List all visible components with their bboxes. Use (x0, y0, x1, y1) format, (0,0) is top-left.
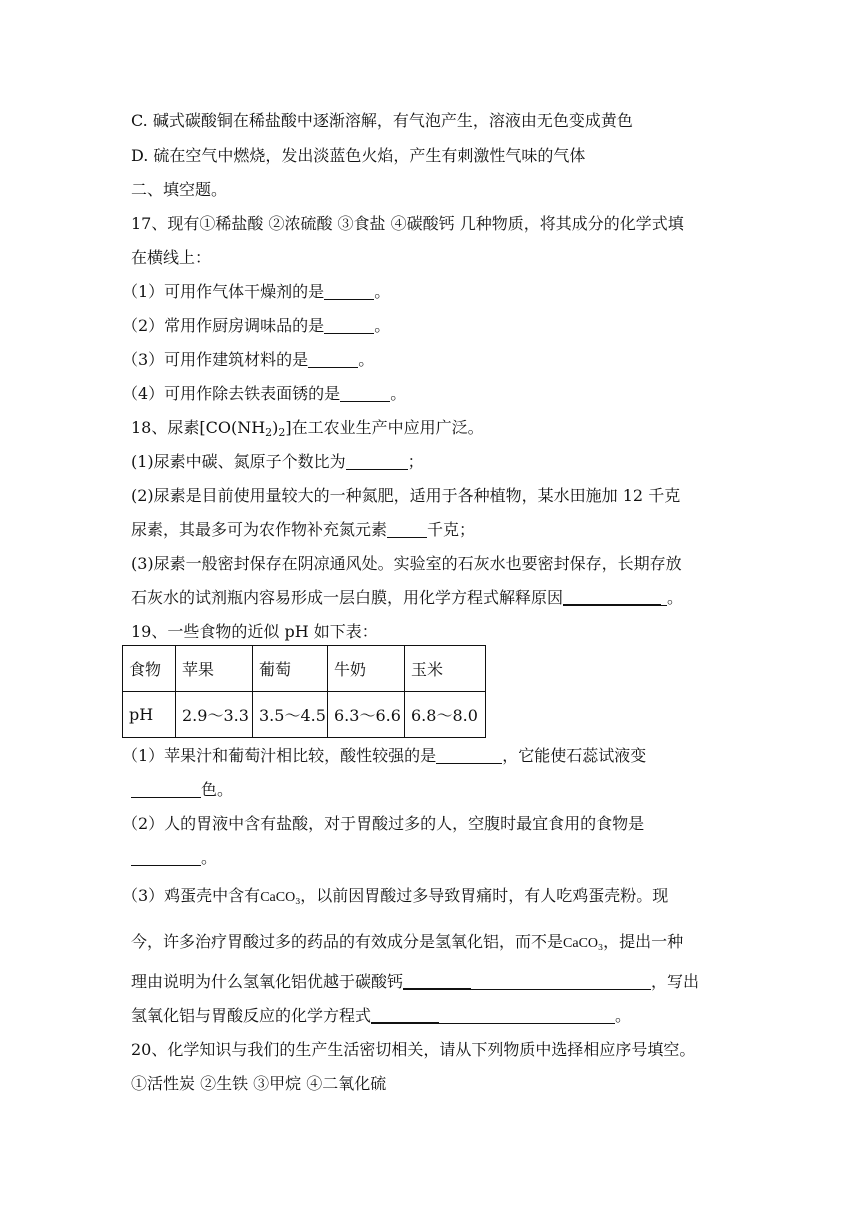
q19-part1-text: ，它能使石蕊试液变 (502, 746, 647, 765)
q19-part3-line2 (131, 932, 683, 958)
q19-part3-line1 (122, 886, 668, 912)
q18-part2-line1: (2)尿素是目前使用量较大的一种氮肥，适用于各种植物，某水田施加 12 千克 (131, 486, 681, 505)
q18-part3-line2 (131, 588, 683, 608)
q18-text: ) (272, 418, 279, 437)
q17-stem-line2: 在横线上： (131, 248, 212, 267)
table-row (123, 646, 486, 692)
table-cell: 2.9～3.3 (176, 692, 253, 738)
answer-blank[interactable] (131, 781, 201, 798)
q18-part2-text: 千克； (427, 520, 476, 539)
period: 。 (615, 1006, 632, 1025)
table-cell: 葡萄 (253, 646, 328, 692)
formula-caco3: CaCO (563, 936, 599, 951)
q17-part1-text: （1）可用作气体干燥剂的是 (122, 282, 325, 301)
subscript: 3 (598, 943, 604, 952)
q19-part1-line1 (122, 746, 646, 766)
period: 。 (374, 282, 391, 301)
answer-blank-tail (471, 973, 651, 990)
answer-blank[interactable] (387, 521, 427, 538)
option-c: C. 碱式碳酸铜在稀盐酸中逐渐溶解，有气泡产生，溶液由无色变成黄色 (131, 111, 633, 130)
table-row (123, 692, 486, 738)
q19-part3-text: 理由说明为什么氢氧化铝优越于碳酸钙 (131, 972, 404, 991)
q19-part2-line2 (131, 848, 217, 868)
q17-part2 (122, 316, 390, 336)
q19-part3-text: ，以前因胃酸过多导致胃痛时，有人吃鸡蛋壳粉。现 (300, 886, 669, 905)
period: 。 (201, 848, 218, 867)
q17-part4-text: （4）可用作除去铁表面锈的是 (122, 384, 341, 403)
answer-blank[interactable] (436, 747, 502, 764)
q19-part3-line4 (131, 1006, 631, 1026)
q18-part2-text: 尿素，其最多可为农作物补充氮元素 (131, 520, 388, 539)
q18-part2-line2 (131, 520, 475, 540)
table-cell: pH (123, 692, 176, 738)
q17-part3-text: （3）可用作建筑材料的是 (122, 350, 309, 369)
period: 。 (390, 384, 407, 403)
answer-blank-tail (439, 1007, 615, 1024)
subscript: 2 (278, 426, 286, 439)
q17-part1 (122, 282, 390, 302)
q19-part3-line3 (131, 972, 699, 992)
answer-blank[interactable] (403, 972, 471, 990)
q19-part1-text: 色。 (201, 780, 234, 799)
q19-stem: 19、一些食物的近似 pH 如下表： (131, 622, 378, 641)
table-cell: 食物 (123, 646, 176, 692)
q18-stem (131, 418, 484, 443)
q17-stem-line1: 17、现有①稀盐酸 ②浓硫酸 ③食盐 ④碳酸钙 几种物质，将其成分的化学式填 (131, 214, 684, 233)
q18-part3-line1: (3)尿素一般密封保存在阴凉通风处。实验室的石灰水也要密封保存，长期存放 (131, 554, 682, 573)
subscript: 2 (265, 426, 273, 439)
answer-blank[interactable] (324, 317, 374, 334)
period: 。 (358, 350, 375, 369)
q18-part1-text: (1)尿素中碳、氮原子个数比为 (131, 452, 346, 471)
period: 。 (667, 588, 684, 607)
option-d: D. 硫在空气中燃烧，发出淡蓝色火焰，产生有刺激性气味的气体 (131, 146, 586, 165)
answer-blank[interactable] (346, 453, 408, 470)
q18-part3-text: 石灰水的试剂瓶内容易形成一层白膜，用化学方程式解释原因 (131, 588, 564, 607)
q19-part3-text: 今，许多治疗胃酸过多的药品的有效成分是氢氧化铝，而不是 (131, 932, 564, 951)
q19-part3-text: （3）鸡蛋壳中含有 (122, 886, 261, 905)
q19-part2-line1: （2）人的胃液中含有盐酸，对于胃酸过多的人，空腹时最宜食用的食物是 (122, 814, 645, 833)
table-cell: 6.3～6.6 (328, 692, 405, 738)
q18-text: 18、尿素[CO(NH (131, 418, 266, 437)
table-cell: 苹果 (176, 646, 253, 692)
answer-blank[interactable] (131, 849, 201, 866)
q18-part1 (131, 452, 424, 472)
q19-part1-text: （1）苹果汁和葡萄汁相比较，酸性较强的是 (122, 746, 437, 765)
semicolon: ； (407, 452, 424, 471)
q17-part3 (122, 350, 374, 370)
section-heading-fill-blank: 二、填空题。 (131, 180, 228, 199)
subscript: 3 (295, 897, 301, 906)
table-cell: 6.8～8.0 (405, 692, 486, 738)
answer-blank[interactable] (340, 385, 390, 402)
q20-stem: 20、化学知识与我们的生产生活密切相关，请从下列物质中选择相应序号填空。 (131, 1040, 696, 1059)
table-cell: 3.5～4.5 (253, 692, 328, 738)
formula-caco3: CaCO (260, 890, 296, 905)
answer-blank[interactable] (324, 283, 374, 300)
answer-blank[interactable] (563, 588, 661, 606)
q19-part3-text: ，写出 (651, 972, 700, 991)
answer-blank[interactable] (308, 351, 358, 368)
ph-table (122, 645, 486, 738)
q20-options: ①活性炭 ②生铁 ③甲烷 ④二氧化硫 (131, 1074, 387, 1093)
q19-part1-line2 (131, 780, 233, 800)
q19-part3-text: ，提出一种 (603, 932, 684, 951)
q18-text: ]在工农业生产中应用广泛。 (285, 418, 484, 437)
table-cell: 牛奶 (328, 646, 405, 692)
q17-part4 (122, 384, 406, 404)
q19-part3-text: 氢氧化铝与胃酸反应的化学方程式 (131, 1006, 372, 1025)
table-cell: 玉米 (405, 646, 486, 692)
period: 。 (374, 316, 391, 335)
answer-blank[interactable] (371, 1006, 439, 1024)
q17-part2-text: （2）常用作厨房调味品的是 (122, 316, 325, 335)
